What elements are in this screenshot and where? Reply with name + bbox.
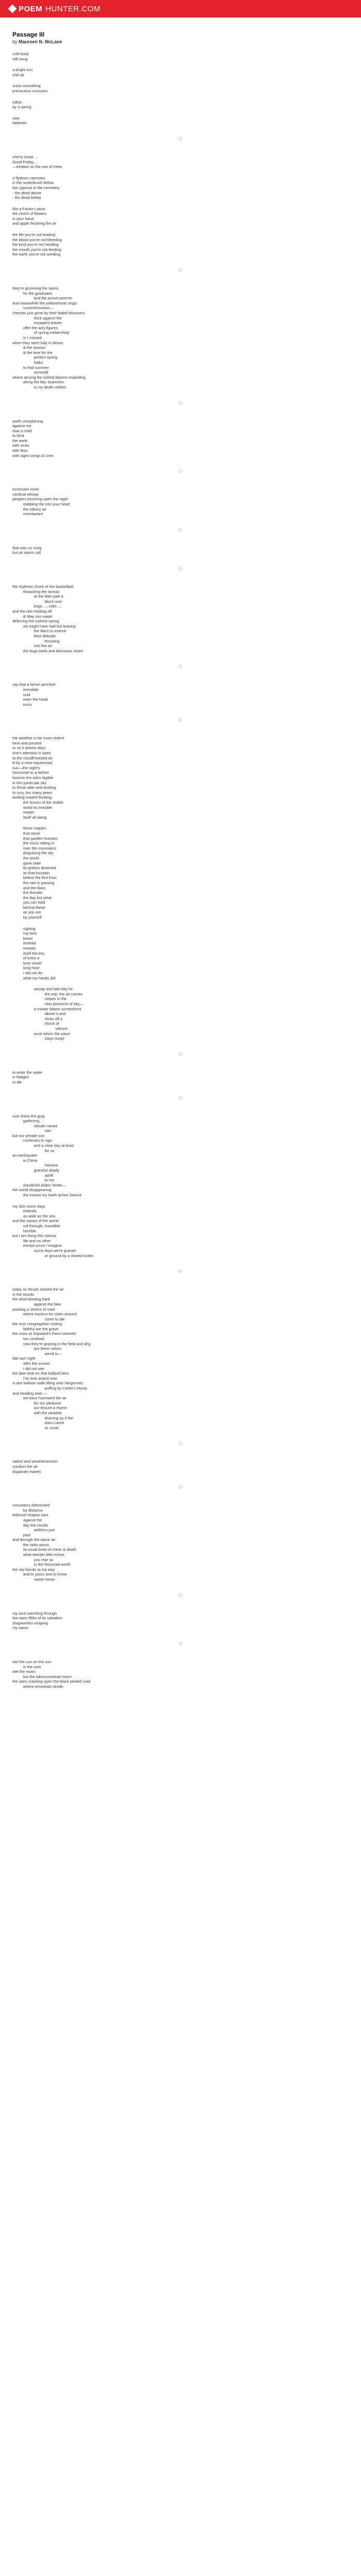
- poem-stanza: [12, 83, 349, 93]
- poem-line: in the woods: [12, 1292, 35, 1297]
- poem-line: chill air: [12, 72, 25, 77]
- poem-line: in Maigen: [12, 1075, 29, 1080]
- poem-line: thwacking the tarmac: [12, 589, 60, 594]
- poem-section: [12, 52, 349, 126]
- poem-line: one's attention is open: [12, 751, 51, 756]
- poem-line: in China: [12, 1158, 38, 1163]
- poem-line: its greens drowned: [12, 866, 56, 871]
- poem-line: insurgent leaves: [12, 320, 62, 326]
- poem-line: reader: [12, 810, 35, 815]
- poem-line: the lesson of the visible: [12, 800, 63, 805]
- poem-line: in I missed: [12, 335, 42, 340]
- poem-line: where among the tickled blooms exploding: [12, 375, 86, 380]
- poem-line: to the cloudfrontsled air: [12, 755, 53, 760]
- poem-line: today so thrush slowed the air: [12, 1287, 64, 1292]
- poem-line: world its invisible: [12, 805, 53, 810]
- poem-line: the rain is passing: [12, 880, 55, 885]
- poem-stanza: [12, 1611, 349, 1631]
- poem-line: Good Friday....: [12, 159, 38, 164]
- poem-line: & May non-water: [12, 614, 53, 619]
- poem-line: cherries just gone by their faded blossoms: [12, 311, 85, 315]
- poem-line: the radio pours: [12, 1542, 49, 1547]
- poem-line: how a child: [12, 428, 32, 433]
- poem-line: into the air: [12, 643, 52, 649]
- poem-stanza: [12, 1204, 349, 1259]
- poem-line: for the graduates: [12, 291, 53, 296]
- poem-line: but our private sun: [12, 1133, 45, 1138]
- poem-line: and through the same air: [12, 1537, 56, 1543]
- poem-line: stays surge: [12, 1036, 64, 1041]
- poem-line: instead: [12, 941, 36, 946]
- poem-line: cold body: [12, 52, 29, 56]
- poem-line: my name: [12, 1625, 28, 1631]
- poem-line: now they're grazing in the field and why: [12, 1341, 91, 1346]
- poem-section: [12, 1503, 349, 1582]
- poem-stanza: [12, 487, 349, 517]
- poem-line: my soul marching through: [12, 1611, 57, 1616]
- poem-content: [0, 18, 361, 1701]
- poem-line: deferring the lushest spring: [12, 619, 59, 624]
- poem-line: now precincts of sky—: [12, 1001, 84, 1006]
- poem-line: shapewriten shaping: [12, 1620, 48, 1625]
- poem-line: block over: [12, 599, 62, 604]
- poem-line: offer the wiry figures: [12, 325, 58, 330]
- poem-line: the life you're not leading: [12, 232, 56, 238]
- poem-line: thrusting: [12, 638, 60, 643]
- poem-line: that was no song: [12, 545, 42, 550]
- poem-line: and heading east —: [12, 1391, 47, 1396]
- poem-line: reverberant: [12, 512, 43, 517]
- poem-section: [12, 584, 349, 653]
- poem-line: Havana: [12, 1163, 58, 1168]
- poem-line: the odious air: [12, 506, 46, 512]
- poem-line: some days we're graced: [12, 1248, 76, 1253]
- poem-line: continues to sign: [12, 1138, 53, 1143]
- poem-line: by yourself: [12, 915, 42, 920]
- poem-line: wet the sun on the sun: [12, 1659, 52, 1664]
- poem-line: until: [12, 692, 30, 697]
- poem-section: [12, 1114, 349, 1259]
- poem-section: [12, 1070, 349, 1085]
- section-divider-icon: ◇: [178, 1268, 183, 1275]
- section-divider-icon: ◇: [178, 1051, 183, 1057]
- poem-line: after the sunset: [12, 1361, 50, 1366]
- poem-stanza: [12, 155, 349, 170]
- poem-line: or so it seems days: [12, 745, 46, 751]
- poem-line: in your hand: [12, 216, 34, 221]
- poem-line: immobile: [12, 687, 39, 692]
- poem-line: I did not do: [12, 971, 42, 975]
- poem-line: are there calves: [12, 1346, 62, 1351]
- poem-line: haiku: [12, 360, 43, 365]
- poem-line: wet the moon: [12, 1669, 36, 1674]
- poem-line: horrible: [12, 1228, 36, 1233]
- poem-section: [12, 286, 349, 389]
- poem-line: for us: [12, 1148, 55, 1153]
- poem-line: & the season: [12, 345, 46, 350]
- poem-line: mountains deforested: [12, 1503, 50, 1508]
- poem-line: that stone: [12, 831, 40, 836]
- poem-line: and the lilacs: [12, 885, 46, 890]
- poem-line: my best: [12, 931, 37, 936]
- poem-line: you can hold: [12, 900, 45, 905]
- poem-line: the wind blowing hard: [12, 1297, 50, 1302]
- poem-line: the blood you're not bleeding: [12, 237, 62, 242]
- poem-line: now: [12, 115, 20, 121]
- poem-line: where immortals strode: [12, 1684, 63, 1689]
- poem-line: & the time for the: [12, 350, 53, 355]
- poem-line: address just: [12, 1528, 55, 1533]
- poem-line: but I am living this narrow: [12, 1233, 57, 1239]
- poem-section: [12, 736, 349, 1041]
- poem-line: to enter the water: [12, 1070, 43, 1075]
- poem-line: draining as if the: [12, 1415, 73, 1420]
- poem-line: the instant my tooth aches Sancre: [12, 1193, 82, 1197]
- poem-stanza: [12, 176, 349, 200]
- diamond-icon: [8, 5, 17, 13]
- poem-line: to me: [12, 1178, 55, 1183]
- poem-line: reveals: [12, 946, 36, 951]
- poem-section: [12, 1659, 349, 1689]
- poem-line: tedroost shapes cast: [12, 1513, 48, 1518]
- poem-line: bogs .....calls.....: [12, 604, 62, 609]
- poem-line: shuts off a: [12, 1016, 62, 1021]
- poem-line: disparate manes: [12, 1469, 41, 1474]
- poem-line: is my death written: [12, 384, 67, 389]
- poem-line: that garden fountain: [12, 836, 58, 841]
- poem-stanza: [12, 52, 349, 61]
- poem-stanza: [12, 584, 349, 653]
- poem-line: itself all along: [12, 815, 47, 820]
- poem-line: too confined: [12, 1336, 44, 1342]
- poem-line: long how!: [12, 965, 40, 971]
- poem-line: a rare balloon walk lifting over Vergennes: [12, 1381, 84, 1386]
- poem-line: except yours I imagine: [12, 1243, 62, 1248]
- poem-line: thick against the: [12, 315, 62, 320]
- poem-line: shock of: [12, 1021, 59, 1026]
- poem-line: by distance: [12, 1507, 43, 1513]
- poem-line: for our pleasure: [12, 1400, 61, 1405]
- poem-line: unceremonious—: [12, 306, 54, 311]
- poem-line: cherry loose....: [12, 154, 38, 159]
- poem-stanza: [12, 682, 349, 707]
- poem-line: as that fountain: [12, 870, 50, 875]
- poem-section: [12, 155, 349, 257]
- poem-line: before the first frost: [12, 875, 57, 880]
- poem-line: of spring melancholy: [12, 330, 70, 335]
- section-divider-icon: ◇: [178, 717, 183, 723]
- poem-line: sighing: [12, 926, 36, 931]
- poem-line: the mos congregation rusting: [12, 1321, 62, 1327]
- poem-line: behind these: [12, 905, 45, 910]
- section-divider-icon: ◇: [178, 468, 183, 474]
- poem-stanza: [12, 926, 349, 981]
- poem-stanza: [12, 1459, 349, 1474]
- poem-section: [12, 1287, 349, 1430]
- author-link[interactable]: Maureen N. McLane: [19, 39, 62, 44]
- poem-line: over the mountains: [12, 845, 56, 851]
- poem-line: incessant snow: [12, 487, 39, 492]
- poem-section: [12, 1459, 349, 1474]
- section-divider-icon: ◇: [178, 267, 183, 274]
- poem-line: you rear so: [12, 1557, 54, 1562]
- section-divider-icon: ◇: [178, 664, 183, 670]
- poem-line: when they were fully in bloom: [12, 340, 63, 345]
- poem-line: the lake took on that ballpoll blue: [12, 1371, 69, 1376]
- poem-line: lit by a near-equinoctial: [12, 760, 53, 766]
- poem-line: the stars cracking open the black peeled road: [12, 1679, 91, 1684]
- poem-line: or ground by a shared butter.: [12, 1253, 94, 1258]
- poem-line: still song: [12, 56, 28, 61]
- poem-stanza: [12, 1114, 349, 1198]
- poem-line: a bright sun: [12, 67, 33, 73]
- poem-line: rain: [12, 1128, 52, 1133]
- poem-line: over there the gray: [12, 1113, 45, 1118]
- poem-line: gone slate: [12, 860, 41, 866]
- poem-line: our leisure a rhyme: [12, 1405, 67, 1411]
- poem-stanza: [12, 419, 349, 459]
- poem-line: as wide as the sea: [12, 1213, 55, 1218]
- poem-line: the cypress in the cemetery: [12, 185, 60, 190]
- poem-line: looking inward thinking: [12, 795, 52, 800]
- poem-line: peepers booming open the night: [12, 497, 68, 502]
- poem-line: adrift: [12, 1173, 54, 1178]
- poem-line: to scry, too many years: [12, 790, 52, 795]
- poem-line: we have harrowed the air: [12, 1396, 67, 1401]
- poem-line: sun—the night's: [12, 765, 40, 770]
- poem-line: past: [12, 1532, 31, 1537]
- poem-line: tone vowel: [12, 960, 42, 965]
- poem-stanza: [12, 286, 349, 389]
- poem-line: puffing by Carter's Hump: [12, 1386, 88, 1391]
- poem-line: with fees: [12, 448, 28, 453]
- poem-line: turns: [12, 702, 32, 707]
- poem-stanza: [12, 987, 349, 1041]
- poem-line: what weirder little echos: [12, 1552, 64, 1557]
- poem-line: cardinal whoop: [12, 492, 39, 497]
- poem-line: the rhythmic thunk of the basketball: [12, 584, 73, 589]
- poem-line: along the lilac branches: [12, 380, 64, 385]
- poem-line: these maples: [12, 826, 46, 831]
- poem-stanza: [12, 207, 349, 226]
- poem-line: the clutch of flowers: [12, 211, 47, 216]
- poem-line: a mower blares somewhere: [12, 1006, 81, 1011]
- poem-line: the day but what: [12, 895, 52, 900]
- poem-line: sweet home: [12, 1577, 55, 1582]
- poem-line: gathering: [12, 1118, 40, 1124]
- poem-line: their delicate: [12, 633, 56, 638]
- poem-line: swoop and late-day hit: [12, 987, 73, 992]
- poem-line: or could: [12, 1425, 59, 1430]
- poem-line: its usual brew of cheer & death: [12, 1547, 76, 1552]
- poem-line: with the weather: [12, 1410, 62, 1415]
- poem-line: of extra a: [12, 956, 40, 961]
- poem-line: at the little park a: [12, 594, 63, 599]
- poem-stanza: [12, 116, 349, 126]
- byline-prefix: by: [12, 39, 18, 44]
- poem-line: late last night: [12, 1356, 36, 1361]
- poem-line: the war, the air carries: [12, 991, 83, 996]
- poem-line: the earth: [12, 438, 28, 443]
- poem-line: the bugs birds and blossoms share: [12, 648, 84, 653]
- poem-line: against the: [12, 1517, 42, 1522]
- poem-stanza: [12, 232, 349, 257]
- poem-line: and apple finishing the air: [12, 221, 57, 226]
- poem-line: even the head: [12, 697, 48, 702]
- section-divider-icon: ◇: [178, 1641, 183, 1647]
- site-header: [0, 0, 361, 18]
- poem-line: —treatise on the use of trees: [12, 164, 62, 170]
- poem-line: in the river: [12, 1664, 41, 1669]
- poem-stanza: [12, 1070, 349, 1085]
- poem-line: by a spring: [12, 105, 31, 110]
- poem-line: and the rain holding off: [12, 608, 52, 614]
- poem-line: precocious crocuses: [12, 88, 48, 93]
- poem-line: horizon the stars legible: [12, 775, 54, 781]
- poem-line: extends: [12, 1209, 37, 1214]
- poem-line: radios and weatherwomen: [12, 1459, 58, 1464]
- poem-section: [12, 487, 349, 517]
- poem-stanza: [12, 67, 349, 77]
- poem-line: day the clouds: [12, 1522, 48, 1528]
- poem-line: fattened: [12, 121, 27, 126]
- poem-line: I've love ante'd now: [12, 1376, 57, 1381]
- poem-line: come to die: [12, 1316, 65, 1321]
- poem-section: [12, 1611, 349, 1631]
- poem-line: against the bike: [12, 1301, 61, 1307]
- poem-line: the lilacs to extend: [12, 629, 66, 634]
- poem-line: earth complaining: [12, 418, 43, 423]
- poem-line: above it and: [12, 1011, 66, 1016]
- poem-line: the earth you're not seeding: [12, 252, 60, 257]
- poem-line: to bind: [12, 433, 24, 438]
- poem-line: conduct the air: [12, 1464, 38, 1469]
- section-divider-icon: ◇: [178, 1592, 183, 1598]
- section-divider-icon: ◇: [178, 1095, 183, 1101]
- poem-line: itself the key: [12, 951, 45, 956]
- poem-line: survived: [12, 370, 48, 375]
- poem-line: where tractors for miles around: [12, 1312, 77, 1317]
- poem-line: - the dead below: [12, 195, 41, 200]
- poem-stanza: [12, 100, 349, 110]
- poem-line: and the proud parents: [12, 296, 72, 301]
- poem-line: - the dead above: [12, 190, 42, 195]
- section-divider-icon: ◇: [178, 1484, 183, 1490]
- poem-line: the thunder: [12, 890, 43, 895]
- poem-line: stabbing the into your heart: [12, 502, 70, 507]
- poem-line: against me: [12, 423, 31, 429]
- poem-line: the mouth you're not feeding: [12, 247, 61, 252]
- section-divider-icon: ◇: [178, 135, 183, 142]
- poem-stanza: [12, 1503, 349, 1582]
- poem-line: perfect spring: [12, 355, 58, 360]
- poem-line: the kind you're not heeding: [12, 242, 59, 247]
- poem-line: faithful are the grave: [12, 1326, 59, 1331]
- poem-line: I did not see: [12, 1366, 44, 1371]
- poem-line: the weather is far more violent: [12, 736, 64, 741]
- poem-line: an earthquake: [12, 1153, 37, 1158]
- section-divider-icon: ◇: [178, 527, 183, 533]
- poem-line: to those able and wishing: [12, 785, 56, 790]
- poem-section: [12, 419, 349, 459]
- poem-stanza: [12, 546, 349, 555]
- site-logo-link[interactable]: [9, 5, 101, 13]
- poem-line: graceful slowly: [12, 1168, 59, 1173]
- poem-line: say that a heron perched: [12, 682, 55, 687]
- poem-line: to that summer: [12, 365, 49, 370]
- poem-stanza: [12, 736, 349, 820]
- section-divider-icon: ◇: [178, 566, 183, 571]
- poem-line: the world disappearing: [12, 1188, 52, 1193]
- poem-line: they're grooming the lawns: [12, 286, 59, 291]
- poem-line: and the waves of the world: [12, 1218, 59, 1224]
- poem-line: but the laburnumhead moon: [12, 1674, 72, 1679]
- logo-text-domain: HUNTER.COM: [45, 4, 101, 13]
- poem-line: trilled: [12, 99, 22, 105]
- poem-line: stripes in the: [12, 996, 67, 1002]
- poem-line: with signs songs & cries: [12, 453, 54, 458]
- poem-line: like a Fantin-Latour: [12, 206, 46, 211]
- poem-line: passing a stretch of road: [12, 1307, 55, 1312]
- poem-line: the world: [12, 855, 39, 860]
- poem-line: as you are: [12, 910, 41, 915]
- poem-line: and meanwhile the yellowthroat sings: [12, 300, 77, 306]
- poem-line: the open fifths of its salvation: [12, 1616, 62, 1621]
- poem-line: but an alarm call: [12, 550, 41, 555]
- poem-stanza: [12, 1287, 349, 1430]
- poem-line: beset: [12, 936, 33, 941]
- poem-line: my skin some days: [12, 1204, 45, 1209]
- poem-section: [12, 546, 349, 555]
- poem-line: the moss rolling in: [12, 841, 55, 846]
- poem-line: horizontal to a farther: [12, 770, 49, 775]
- poem-line: stars cared: [12, 1420, 64, 1426]
- poem-line: we might have had but leaving: [12, 623, 76, 629]
- poem-line: here and present: [12, 740, 42, 745]
- poem-stanza: [12, 826, 349, 920]
- poem-byline: [12, 39, 349, 44]
- poem-line: snow-smoothing: [12, 83, 41, 89]
- poem-line: wend in—: [12, 1351, 62, 1356]
- logo-text: POEM: [19, 4, 43, 13]
- poem-line: in the underbrush below: [12, 180, 54, 185]
- poem-title: Passage III: [12, 31, 45, 38]
- poem-line: in this particular sky: [12, 780, 46, 785]
- section-divider-icon: ◇: [178, 400, 183, 406]
- section-divider-icon: ◇: [178, 1440, 183, 1447]
- poem-line: and a clear day at least: [12, 1143, 74, 1148]
- poem-line: life and no other: [12, 1238, 51, 1243]
- poem-section: [12, 682, 349, 707]
- poem-line: silence: [12, 1026, 68, 1031]
- poem-stanza: [12, 1659, 349, 1689]
- poem-line: disguising the sky: [12, 851, 54, 856]
- poem-line: what my hands did: [12, 975, 56, 980]
- poem-line: in the fractured-world: [12, 1562, 71, 1567]
- poem-line: roll through, inaudible: [12, 1223, 60, 1228]
- poem-line: once which the wave-: [12, 1031, 71, 1036]
- poem-line: a flydown caresses: [12, 175, 45, 180]
- poem-line: wonderful Adam Smith—: [12, 1182, 66, 1188]
- poem-body: [12, 52, 349, 1689]
- poem-line: to die: [12, 1079, 22, 1084]
- poem-line: the sky bends to my way: [12, 1567, 55, 1572]
- poem-line: and to yours and to home: [12, 1572, 67, 1577]
- poem-line: with vines: [12, 443, 29, 448]
- poem-line: the cows at Sayward's Farm seemed: [12, 1331, 76, 1336]
- poem-line: sheath meant: [12, 1123, 58, 1128]
